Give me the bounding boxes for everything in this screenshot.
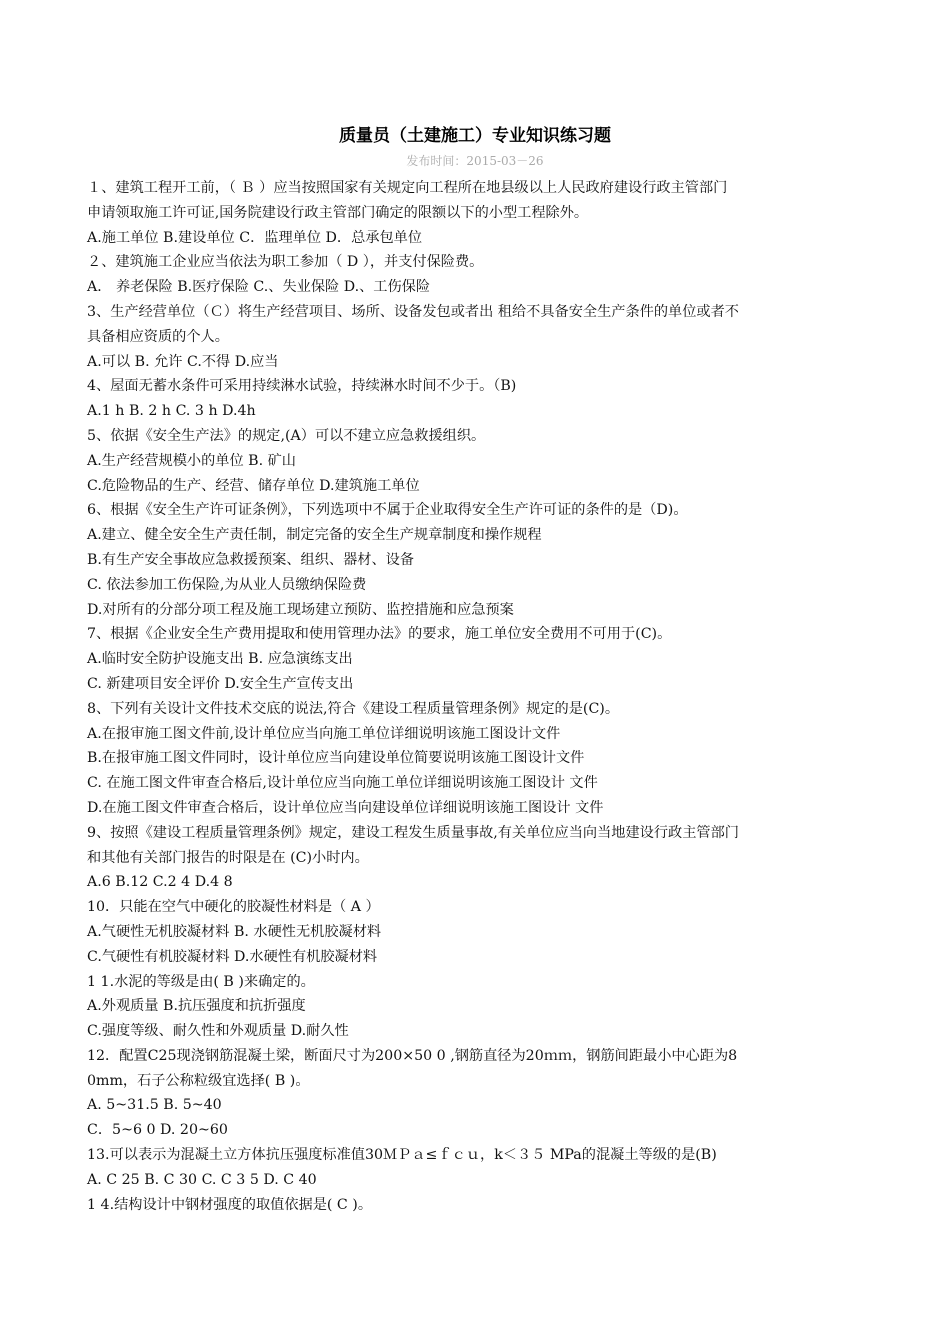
text-line: A.可以 B. 允许 C.不得 D.应当: [87, 353, 279, 370]
text-line: 和其他有关部门报告的时限是在 (C)小时内。: [87, 849, 369, 866]
text-line: 9、按照《建设工程质量管理条例》规定，建设工程发生质量事故,有关单位应当向当地建设行政主管部门: [87, 824, 739, 841]
text-line: A.生产经营规模小的单位 B. 矿山: [87, 452, 296, 469]
text-line: A.临时安全防护设施支出 B. 应急演练支出: [87, 651, 353, 668]
text-line: 0mm，石子公称粒级宜选择( B )。: [87, 1072, 310, 1089]
text-line: 5、依据《安全生产法》的规定,(A）可以不建立应急救援组织。: [87, 427, 486, 444]
text-line: A. 5~31.5 B. 5~40: [87, 1097, 222, 1114]
text-line: A.1 h B. 2 h C. 3 h D.4h: [87, 403, 256, 420]
text-line: 8、下列有关设计文件技术交底的说法,符合《建设工程质量管理条例》规定的是(C)。: [87, 700, 620, 717]
publish-date: 发布时间：2015-03－26: [406, 154, 544, 168]
text-line: C. 在施工图文件审查合格后,设计单位应当向施工单位详细说明该施工图设计 文件: [87, 775, 598, 792]
text-line: 6、根据《安全生产许可证条例》，下列选项中不属于企业取得安全生产许可证的条件的是（D)。: [87, 502, 688, 519]
text-line: 10．只能在空气中硬化的胶凝性材料是（ A ）: [87, 899, 380, 916]
text-line: １、建筑工程开工前，（ Ｂ ）应当按照国家有关规定向工程所在地县级以上人民政府建设行政主管部门: [87, 180, 728, 196]
text-line: A.在报审施工图文件前,设计单位应当向施工单位详细说明该施工图设计文件: [87, 725, 561, 742]
text-line: 申请领取施工许可证,国务院建设行政主管部门确定的限额以下的小型工程除外。: [87, 204, 589, 221]
text-line: 7、根据《企业安全生产费用提取和使用管理办法》的要求，施工单位安全费用不可用于(C)。: [87, 626, 672, 643]
text-line: A.施工单位 B.建设单位 C．监理单位 D．总承包单位: [87, 229, 423, 246]
text-line: A． 养老保险 B.医疗保险 C.、失业保险 D.、工伤保险: [87, 279, 431, 296]
text-line: C.危险物品的生产、经营、储存单位 D.建筑施工单位: [87, 477, 420, 494]
text-line: A.建立、健全安全生产责任制，制定完备的安全生产规章制度和操作规程: [87, 527, 542, 544]
text-line: C. 依法参加工伤保险,为从业人员缴纳保险费: [87, 576, 367, 593]
text-line: 1 1.水泥的等级是由( B )来确定的。: [87, 973, 315, 990]
text-line: A.6 B.12 C.2 4 D.4 8: [87, 874, 233, 891]
text-line: 12．配置C25现浇钢筋混凝土梁，断面尺寸为200×50 0 ,钢筋直径为20ｍｍ，钢筋间距最小中心距为8: [87, 1047, 738, 1064]
text-line: B.在报审施工图文件同时，设计单位应当向建设单位简要说明该施工图设计文件: [87, 750, 585, 767]
text-line: 1 4.结构设计中钢材强度的取值依据是( C )。: [87, 1196, 373, 1213]
text-line: 4、屋面无蓄水条件可采用持续淋水试验，持续淋水时间不少于。（B): [87, 378, 517, 395]
text-line: 13.可以表示为混凝土立方体抗压强度标准值30ＭＰａ≤ｆｃｕ，k＜３５ MPa的混凝土等级的是(B): [87, 1147, 717, 1164]
text-line: A. C 25 B. C 30 C. C 3 5 D. C 40: [87, 1171, 317, 1188]
text-line: C．5~6 0 D. 20~60: [87, 1122, 228, 1139]
question-list: [87, 176, 867, 1217]
text-line: 具备相应资质的个人。: [87, 328, 229, 345]
text-line: D.对所有的分部分项工程及施工现场建立预防、监控措施和应急预案: [87, 601, 514, 618]
text-line: C.强度等级、耐久性和外观质量 D.耐久性: [87, 1023, 349, 1040]
text-line: ２、建筑施工企业应当依法为职工参加（ D ），并支付保险费。: [87, 254, 484, 271]
text-line: A.外观质量 B.抗压强度和抗折强度: [87, 998, 306, 1015]
text-line: 3、生产经营单位（Ｃ）将生产经营项目、场所、设备发包或者出 租给不具备安全生产条件的单位或者不: [87, 303, 739, 320]
text-line: D.在施工图文件审查合格后，设计单位应当向建设单位详细说明该施工图设计 文件: [87, 799, 604, 816]
text-line: C.气硬性有机胶凝材料 D.水硬性有机胶凝材料: [87, 948, 378, 965]
text-line: A.气硬性无机胶凝材料 B. 水硬性无机胶凝材料: [87, 923, 382, 940]
text-line: B.有生产安全事故应急救援预案、组织、器材、设备: [87, 551, 415, 568]
text-line: C. 新建项目安全评价 D.安全生产宣传支出: [87, 675, 354, 692]
document-title: 质量员（土建施工）专业知识练习题: [339, 126, 611, 146]
